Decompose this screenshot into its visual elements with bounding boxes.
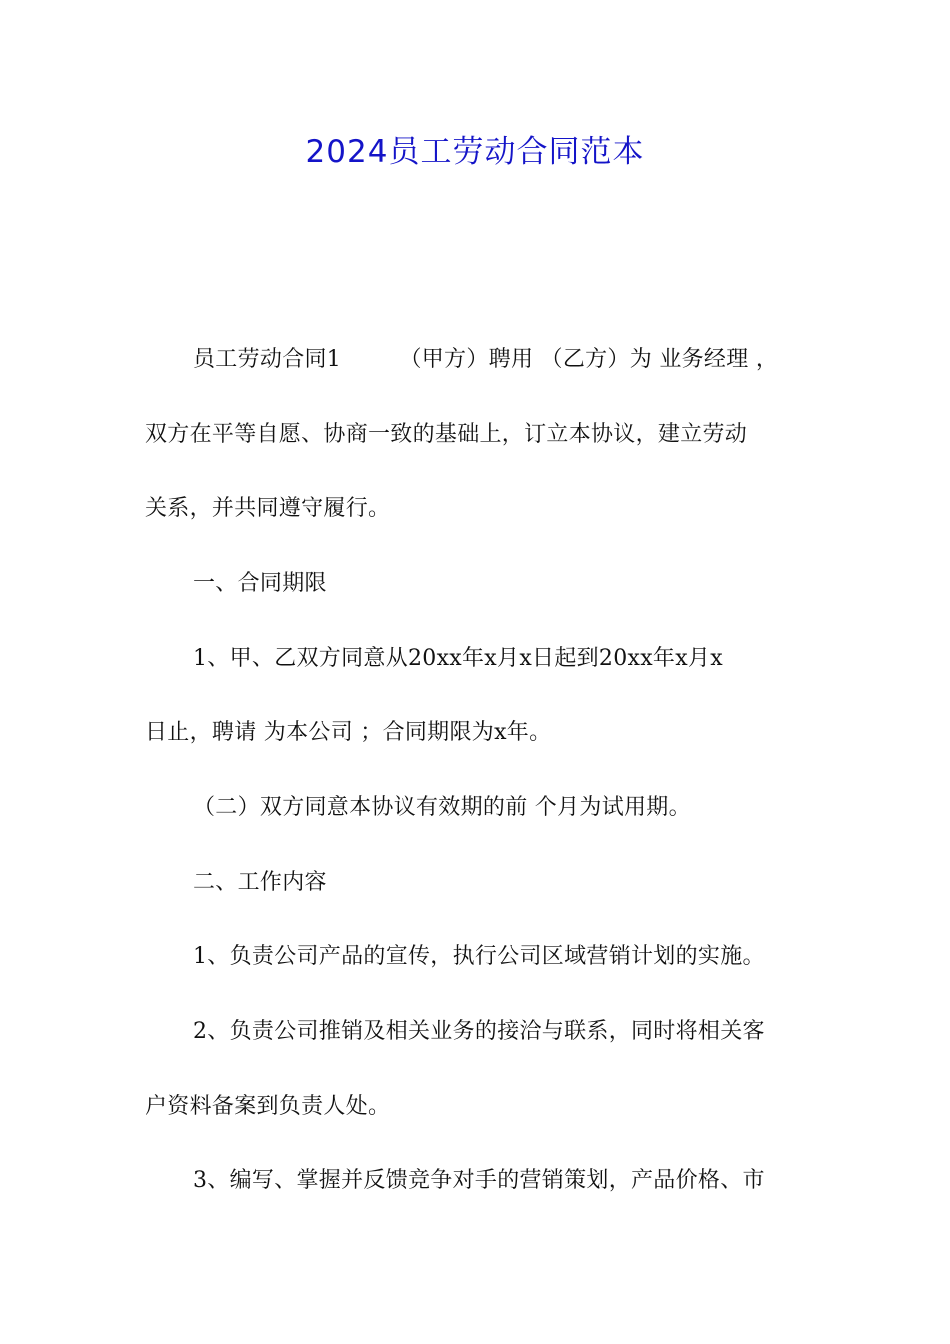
paragraph-line: （二）双方同意本协议有效期的前 个月为试用期。 bbox=[193, 795, 691, 820]
paragraph-line: 1、甲、乙双方同意从20xx年x月x日起到20xx年x月x bbox=[193, 646, 723, 671]
section-heading: 一、合同期限 bbox=[193, 571, 327, 596]
section-heading: 二、工作内容 bbox=[193, 870, 327, 895]
paragraph-line: 双方在平等自愿、协商一致的基础上，订立本协议，建立劳动 bbox=[145, 422, 748, 447]
paragraph-line: 3、编写、掌握并反馈竞争对手的营销策划，产品价格、市 bbox=[193, 1168, 765, 1193]
paragraph-line: 户资料备案到负责人处。 bbox=[145, 1094, 391, 1119]
paragraph-line: 关系，并共同遵守履行。 bbox=[145, 496, 391, 521]
paragraph-line: 1、负责公司产品的宣传，执行公司区域营销计划的实施。 bbox=[193, 944, 765, 969]
paragraph-line: 2、负责公司推销及相关业务的接洽与联系，同时将相关客 bbox=[193, 1019, 765, 1044]
paragraph-line: 日止，聘请 为本公司 ；合同期限为x年。 bbox=[145, 720, 552, 745]
document-title: 2024员工劳动合同范本 bbox=[305, 134, 645, 170]
paragraph-line: 员工劳动合同1 （甲方）聘用 （乙方）为 业务经理 ， bbox=[193, 347, 779, 372]
